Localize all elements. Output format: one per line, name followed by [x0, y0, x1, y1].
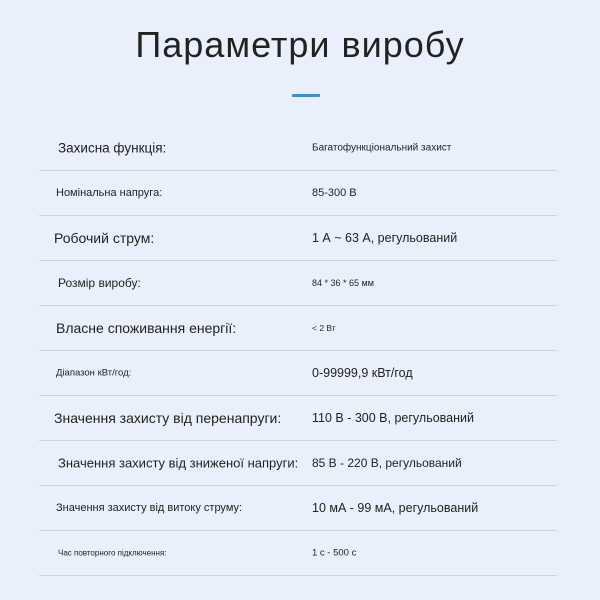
param-label: Робочий струм:	[54, 230, 155, 246]
param-value: 85 В - 220 В, регульований	[312, 456, 462, 470]
param-value: 84 * 36 * 65 мм	[312, 278, 374, 288]
param-row-product-size	[39, 261, 557, 306]
param-value: 1 А ~ 63 А, регульований	[312, 231, 458, 245]
param-label: Час повторного підключення:	[58, 548, 167, 558]
param-value: 10 мА - 99 мА, регульований	[312, 501, 479, 515]
param-label: Розмір виробу:	[58, 276, 141, 290]
page-title: Параметри виробу	[135, 24, 465, 65]
param-value: 85-300 В	[312, 187, 357, 199]
param-row-kwh-range	[39, 351, 557, 396]
param-row-undervoltage-protection	[39, 441, 557, 486]
param-label: Значення захисту від перенапруги:	[54, 410, 282, 426]
param-label: Номінальна напруга:	[56, 187, 163, 199]
title-accent-line	[292, 94, 320, 97]
param-row-protection-function	[39, 126, 557, 171]
param-value: 1 с - 500 с	[312, 547, 357, 559]
param-row-self-consumption	[39, 306, 557, 351]
param-row-overvoltage-protection	[39, 396, 557, 441]
param-row-leakage-protection	[39, 486, 557, 531]
param-label: Діапазон кВт/год:	[56, 367, 132, 379]
param-label: Захисна функція:	[58, 140, 167, 156]
param-label: Власне споживання енергії:	[56, 320, 237, 336]
param-label: Значення захисту від витоку струму:	[56, 502, 243, 514]
param-value: 110 В - 300 В, регульований	[312, 411, 474, 425]
param-row-reconnect-time	[39, 531, 557, 576]
parameters-table	[39, 126, 557, 576]
param-row-rated-voltage	[39, 171, 557, 216]
param-value: < 2 Вт	[312, 323, 336, 333]
param-value: Багатофункціональний захист	[312, 142, 452, 154]
param-label: Значення захисту від зниженої напруги:	[58, 455, 299, 471]
param-value: 0-99999,9 кВт/год	[312, 366, 413, 380]
param-row-working-current	[39, 216, 557, 261]
